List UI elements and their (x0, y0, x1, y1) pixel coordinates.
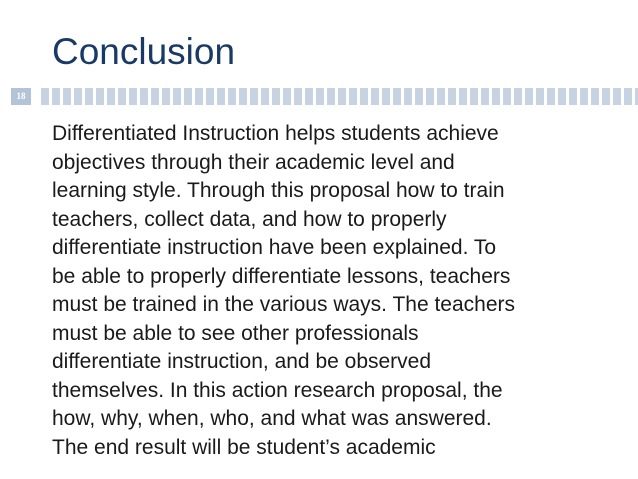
body-line: must be able to see other professionals (52, 321, 419, 345)
slide-body (52, 120, 612, 462)
body-line: objectives through their academic level and (52, 150, 455, 174)
body-line: must be trained in the various ways. The teachers (52, 293, 516, 316)
body-line: learning style. Through this proposal how to train (52, 179, 505, 202)
title-divider (41, 88, 638, 105)
slide-title: Conclusion (52, 31, 236, 72)
body-line: how, why, when, who, and what was answered. (52, 407, 492, 430)
page-number-badge (11, 88, 31, 105)
body-line: The end result will be student’s academic (52, 435, 436, 459)
body-line: differentiate instruction have been explained. To (52, 236, 497, 259)
body-line: Differentiated Instruction helps students achieve (52, 122, 499, 145)
body-line: teachers, collect data, and how to properly (52, 207, 447, 231)
body-line: themselves. In this action research proposal, the (52, 378, 503, 402)
page-number: 18 (16, 91, 26, 101)
body-line: be able to properly differentiate lessons, teachers (52, 264, 511, 288)
body-line: differentiate instruction, and be observed (52, 350, 432, 373)
